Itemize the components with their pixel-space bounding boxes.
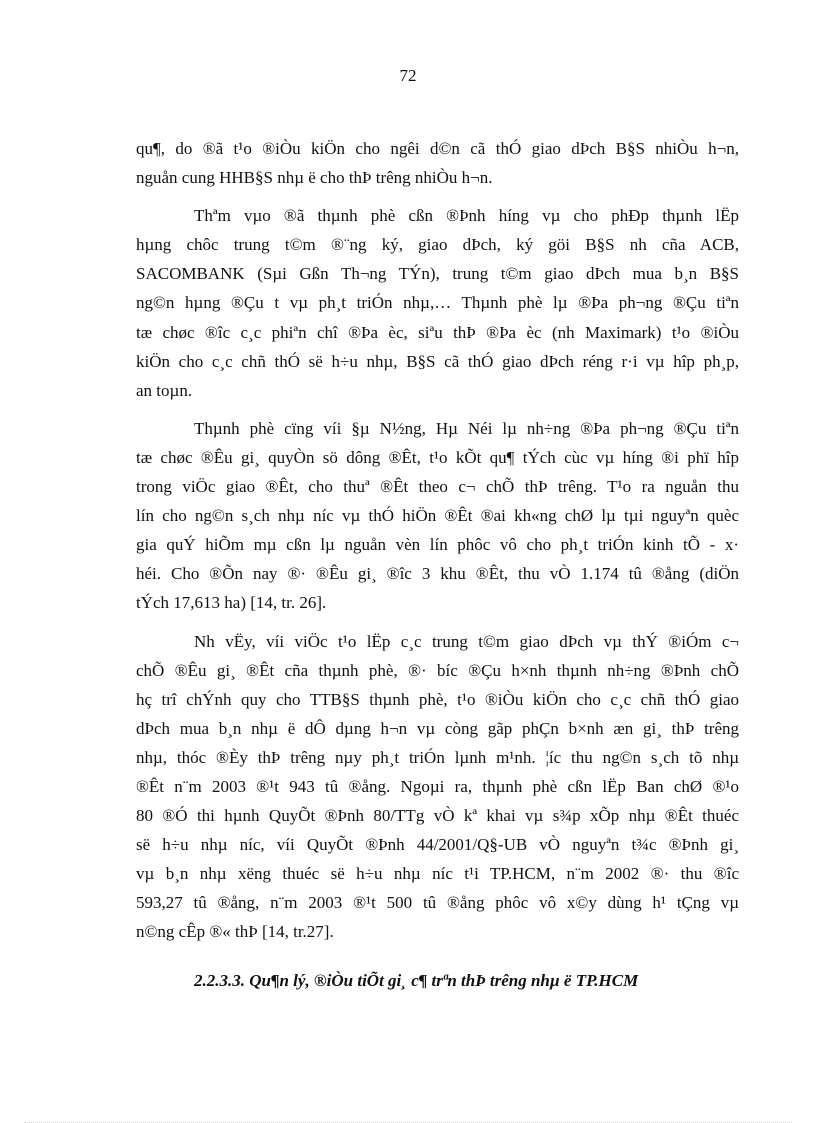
text-line: hç trî chÝnh quy cho TTB§S thµnh phè, t¹o ®iÒu kiÖn cho c¸c chñ thÓ giao (136, 689, 739, 709)
text-line: ng©n hµng ®Çu t vµ ph¸t triÓn nhµ,… Thµnh phè lµ ®Þa ph¬ng ®Çu tiªn (136, 293, 739, 313)
text-line: tæ chøc ®îc c¸c phiªn chî ®Þa èc, siªu thÞ ®Þa èc (nh Maximark) t¹o ®iÒu (136, 322, 739, 342)
text-line: chÕ ®Êu gi¸ ®Êt cña thµnh phè, ®· bíc ®Çu h×nh thµnh nh÷ng ®Þnh chÕ (136, 660, 739, 680)
paragraph-4 (136, 627, 739, 947)
text-line: héi. Cho ®Õn nay ®· ®Êu gi¸ ®îc 3 khu ®Êt, thu vÒ 1.174 tû ®ång (diÖn (136, 564, 739, 584)
text-line: lín cho ng©n s¸ch nhµ níc vµ thÓ hiÖn ®Êt ®ai kh«ng chØ lµ tµi nguyªn quèc (136, 506, 739, 526)
text-line: tæ chøc ®Êu gi¸ quyÒn sö dông ®Êt, t¹o kÕt qu¶ tÝch cùc vµ híng ®i phï hîp (136, 447, 739, 467)
text-line: gia quÝ hiÕm mµ cßn lµ nguån vèn lín phôc vô cho ph¸t triÓn kinh tÕ - x· (136, 535, 739, 555)
section-heading: 2.2.3.3. Qu¶n lý, ®iÒu tiÕt gi¸ c¶ trªn thÞ trêng nhµ ë TP.HCM (194, 971, 639, 990)
text-line: ®Êt n¨m 2003 ®¹t 943 tû ®ång. Ngoµi ra, thµnh phè cßn lËp Ban chØ ®¹o (136, 776, 739, 796)
page-number: 72 (399, 66, 417, 85)
text-line: n©ng cÊp ®« thÞ [14, tr.27]. (136, 922, 334, 942)
text-line: tÝch 17,613 ha) [14, tr. 26]. (136, 593, 327, 613)
text-line: Thµnh phè cïng víi §µ N½ng, Hµ Néi lµ nh÷ng ®Þa ph¬ng ®Çu tiªn (194, 418, 739, 438)
text-line: kiÖn cho c¸c chñ thÓ së h÷u nhµ, B§S cã thÓ giao dÞch réng r·i vµ hîp ph¸p, (136, 351, 739, 371)
text-line: qu¶, do ®ã t¹o ®iÒu kiÖn cho ngêi d©n cã thÓ giao dÞch B§S nhiÒu h¬n, (136, 139, 739, 158)
text-line: së h÷u nhµ níc, víi QuyÕt ®Þnh 44/2001/Q§-UB vÒ nguyªn t¾c ®Þnh gi¸ (136, 835, 739, 855)
text-line: hµng chôc trung t©m ®¨ng ký, giao dÞch, ký göi B§S nh cña ACB, (136, 235, 739, 255)
paragraph-1 (136, 134, 739, 192)
paragraph-2 (136, 201, 739, 405)
text-line: vµ b¸n nhµ xëng thuéc së h÷u nhµ níc t¹i TP.HCM, n¨m 2002 ®· thu ®îc (136, 864, 739, 884)
paragraph-3 (136, 414, 739, 618)
text-line: 80 ®Ó thi hµnh QuyÕt ®Þnh 80/TTg vÒ kª khai vµ s¾p xÕp nhµ ®Êt thuéc (136, 806, 739, 826)
text-line: SACOMBANK (Sµi Gßn Th¬ng TÝn), trung t©m giao dÞch mua b¸n B§S (136, 264, 739, 284)
text-line: trong viÖc giao ®Êt, cho thuª ®Êt theo c¬ chÕ thÞ trêng. T¹o ra nguån thu (136, 477, 739, 497)
text-line: Nh vËy, víi viÖc t¹o lËp c¸c trung t©m giao dÞch vµ thÝ ®iÓm c¬ (194, 631, 739, 651)
text-line: nhµ, thóc ®Èy thÞ trêng nµy ph¸t triÓn lµnh m¹nh. ¦íc thu ng©n s¸ch tõ nhµ (136, 747, 739, 767)
text-line: nguån cung HHB§S nhµ ë cho thÞ trêng nhiÒu h¬n. (136, 168, 493, 188)
body-text (136, 134, 739, 947)
text-line: dÞch mua b¸n nhµ ë dÔ dµng h¬n vµ còng gãp phÇn b×nh æn gi¸ thÞ trêng (136, 718, 739, 738)
text-line: an toµn. (136, 380, 193, 400)
text-line: Thªm vµo ®ã thµnh phè cßn ®Þnh híng vµ cho phÐp thµnh lËp (194, 206, 739, 226)
text-line: 593,27 tû ®ång, n¨m 2003 ®¹t 500 tû ®ång phôc vô x©y dùng h¹ tÇng vµ (136, 893, 739, 913)
